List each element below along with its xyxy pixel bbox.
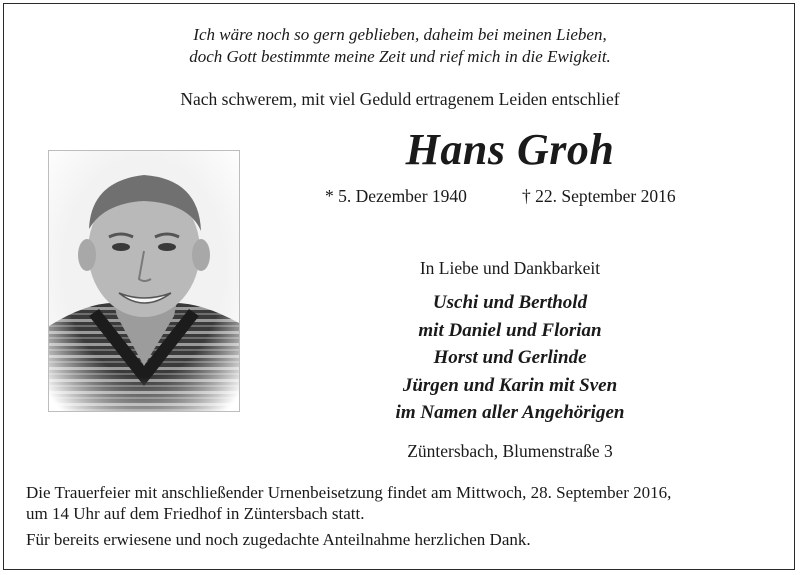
portrait-icon (49, 151, 239, 411)
mourners-intro: In Liebe und Dankbarkeit (419, 258, 601, 278)
intro-text: Nach schwerem, mit viel Geduld ertragenem Leiden entschlief (180, 89, 620, 109)
deceased-name: Hans Groh (405, 125, 615, 174)
poem-line: doch Gott bestimmte meine Zeit und rief mich in die Ewigkeit. (189, 47, 611, 66)
poem-line: Ich wäre noch so gern geblieben, daheim bei meinen Lieben, (193, 25, 607, 44)
family-address: Züntersbach, Blumenstraße 3 (407, 441, 613, 461)
mourner-line: Horst und Gerlinde (433, 347, 587, 369)
mourner-line: Uschi und Berthold (432, 292, 588, 313)
ceremony-line: Die Trauerfeier mit anschließender Urnenbeisetzung findet am Mittwoch, 28. September 2016, (26, 483, 672, 502)
mourners-list (310, 289, 710, 427)
memorial-poem (0, 24, 800, 68)
ceremony-line: um 14 Uhr auf dem Friedhof in Züntersbach statt. (26, 504, 365, 523)
mourner-line: mit Daniel und Florian (418, 319, 602, 341)
mourner-line: Jürgen und Karin mit Sven (402, 374, 618, 396)
birth-date: * 5. Dezember 1940 (325, 186, 467, 206)
closing-thanks: Für bereits erwiesene und noch zugedachte Anteilnahme herzlichen Dank. (26, 530, 531, 549)
death-date: † 22. September 2016 (522, 186, 676, 206)
mourner-line: im Namen aller Angehörigen (395, 402, 625, 424)
portrait-photo (48, 150, 240, 412)
ceremony-notice (26, 482, 786, 524)
